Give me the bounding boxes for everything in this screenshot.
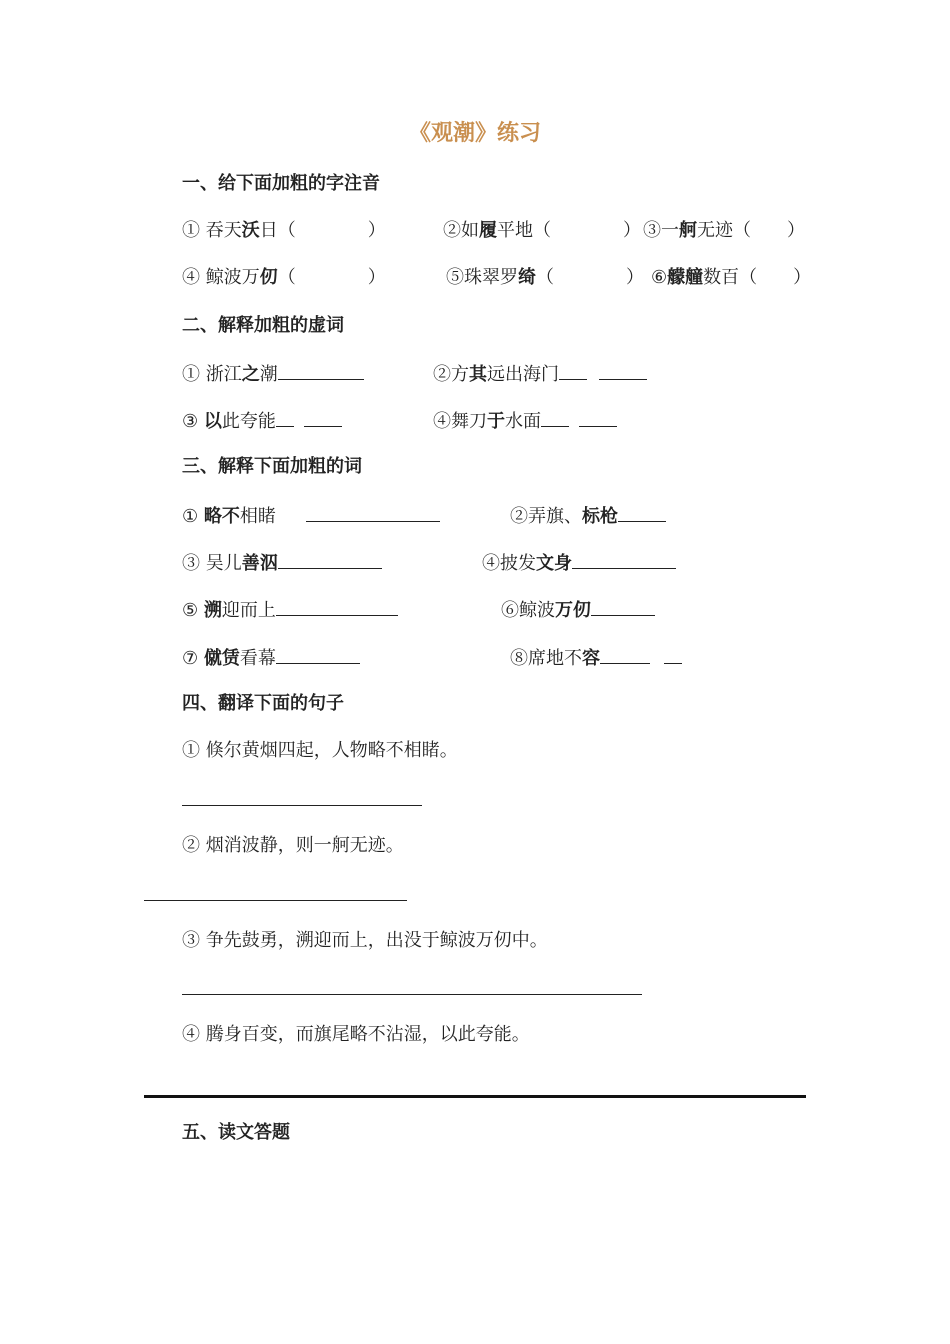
answer-line[interactable] [182, 994, 642, 995]
answer-blank[interactable] [306, 503, 440, 522]
answer-blank[interactable] [276, 645, 360, 664]
answer-line[interactable] [182, 805, 422, 806]
answer-blank[interactable] [572, 550, 676, 569]
s1-item-2: ②如履平地（ ） [443, 220, 641, 241]
section-1-heading: 一、给下面加粗的字注音 [182, 173, 380, 194]
answer-blank[interactable] [278, 361, 364, 380]
s3-item-2: ②弄旗、标枪 [510, 503, 666, 529]
s3-item-7: ⑦ 僦赁看幕 [182, 645, 360, 671]
section-3-heading: 三、解释下面加粗的词 [182, 456, 362, 477]
s4-sentence-2: ② 烟消波静，则一舸无迹。 [182, 835, 404, 856]
s1-item-6: ⑥艨艟数百（ ） [651, 267, 812, 288]
s4-sentence-3: ③ 争先鼓勇，溯迎而上，出没于鲸波万仞中。 [182, 930, 548, 951]
answer-blank[interactable] [304, 408, 342, 427]
answer-blank[interactable] [579, 408, 617, 427]
s3-item-5: ⑤ 溯迎而上 [182, 597, 398, 623]
page-title: 《观潮》练习 [408, 121, 541, 146]
answer-blank[interactable] [278, 550, 382, 569]
s1-item-1: ① 吞天沃日（ ） [182, 220, 386, 241]
answer-blank[interactable] [591, 597, 655, 616]
answer-line[interactable] [144, 900, 407, 901]
section-divider [144, 1095, 806, 1098]
section-5-heading: 五、读文答题 [182, 1122, 290, 1143]
answer-blank[interactable] [276, 597, 398, 616]
s3-item-1: ① 略不相睹 [182, 503, 440, 529]
answer-blank[interactable] [618, 503, 666, 522]
s3-item-6: ⑥鲸波万仞 [501, 597, 655, 623]
section-2-heading: 二、解释加粗的虚词 [182, 315, 344, 336]
answer-blank[interactable] [599, 361, 647, 380]
answer-blank[interactable] [541, 408, 569, 427]
s3-item-4: ④披发文身 [482, 550, 676, 576]
s2-item-4: ④舞刀于水面 [433, 408, 617, 434]
s2-item-1: ① 浙江之潮 [182, 361, 364, 387]
answer-blank[interactable] [600, 645, 650, 664]
answer-blank[interactable] [559, 361, 587, 380]
s3-item-8: ⑧席地不容 [510, 645, 682, 671]
answer-blank[interactable] [276, 408, 294, 427]
s2-item-3: ③ 以此夸能 [182, 408, 342, 434]
s4-sentence-4: ④ 腾身百变，而旗尾略不沾湿，以此夸能。 [182, 1024, 530, 1045]
s3-item-3: ③ 吴儿善泅 [182, 550, 382, 576]
section-4-heading: 四、翻译下面的句子 [182, 693, 344, 714]
s1-item-4: ④ 鲸波万仞（ ） [182, 267, 386, 288]
s1-item-5: ⑤珠翠罗绮（ ） [446, 267, 644, 288]
s2-item-2: ②方其远出海门 [433, 361, 647, 387]
answer-blank[interactable] [664, 645, 682, 664]
s4-sentence-1: ① 倏尔黄烟四起，人物略不相睹。 [182, 740, 458, 761]
s1-item-3: ③一舸无迹（ ） [643, 220, 805, 241]
